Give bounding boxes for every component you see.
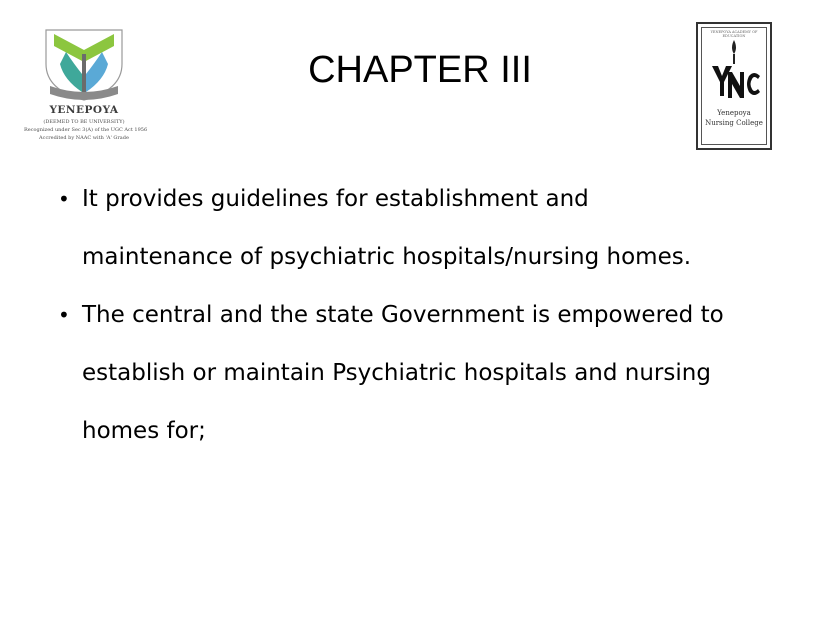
logo-left-line3: Accredited by NAAC with 'A' Grade [39, 135, 129, 141]
logo-left-line1: (DEEMED TO BE UNIVERSITY) [43, 119, 125, 125]
bullet-dot-icon: • [58, 303, 70, 327]
logo-left-line2: Recognized under Sec 3(A) of the UGC Act 1956 [24, 127, 148, 133]
bullet-item-2 [58, 286, 818, 460]
bullet-1-line-2: maintenance of psychiatric hospitals/nursing homes. [82, 244, 692, 270]
logo-right-name-line2: Nursing College [705, 119, 763, 127]
bullet-2-line-3: homes for; [82, 418, 206, 444]
logo-left-name: YENEPOYA [49, 104, 119, 116]
bullet-1-line-1: It provides guidelines for establishment and [82, 186, 589, 212]
bullet-2-line-2: establish or maintain Psychiatric hospitals and nursing [82, 360, 711, 386]
bullet-2-line-1: The central and the state Government is empowered to [82, 302, 724, 328]
logo-right-name-line1: Yenepoya [717, 109, 751, 117]
bullet-item-1 [58, 170, 818, 286]
bullet-list [58, 170, 818, 460]
logo-right-name [698, 108, 770, 128]
slide-title: CHAPTER III [308, 49, 532, 91]
bullet-dot-icon: • [58, 187, 70, 211]
logo-right-top-text: YENEPOYA ACADEMY OF EDUCATION [710, 30, 758, 38]
